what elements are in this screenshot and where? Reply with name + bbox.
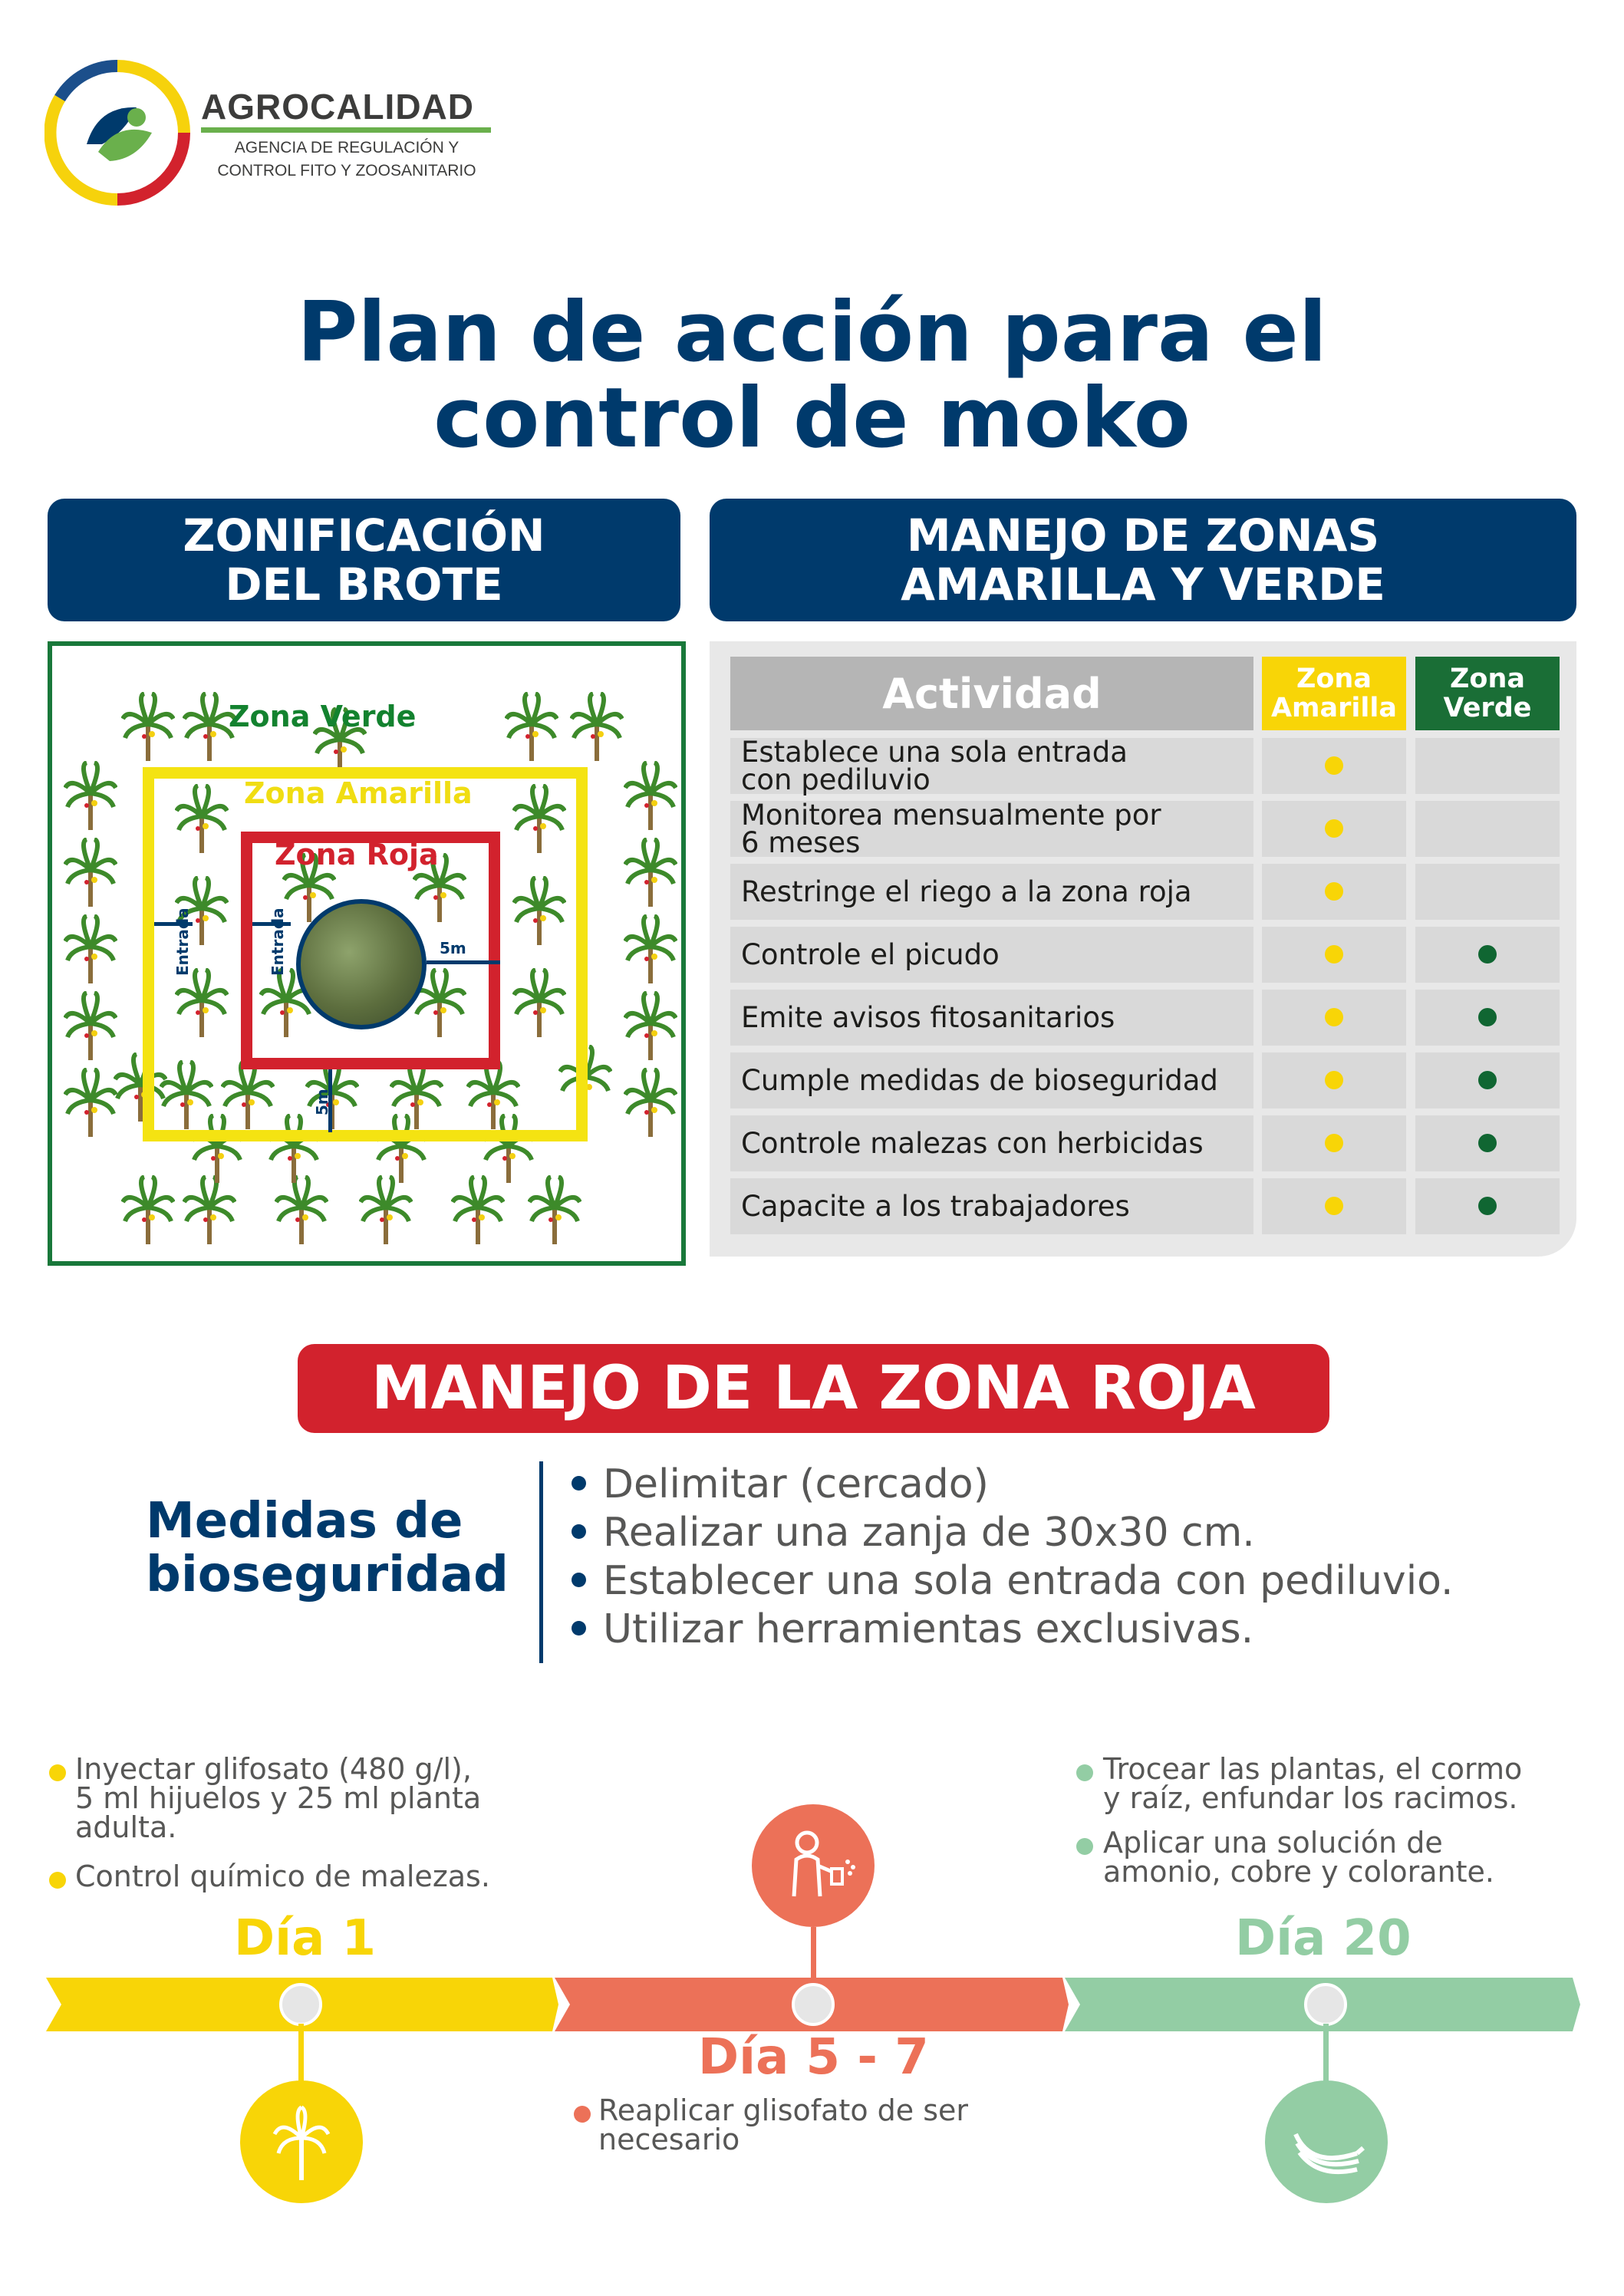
zona-amarilla-check-dot: [1325, 882, 1343, 901]
logo-name: AGROCALIDAD: [201, 87, 474, 127]
table-row-activity: [741, 1178, 1247, 1234]
timeline-node-day5: [792, 1983, 835, 2026]
banana-bunch-icon: [1265, 2080, 1388, 2203]
activity-text: Establece una sola entrada: [741, 735, 1128, 769]
activity-text: Emite avisos fitosanitarios: [741, 1000, 1115, 1034]
zona-verde-check-dot: [1478, 1071, 1497, 1089]
table-header-zona-amarilla-line2: Amarilla: [1270, 693, 1398, 723]
timeline-day1-label: Día 1: [234, 1910, 377, 1967]
table-header-zona-amarilla: [1262, 657, 1406, 730]
activity-text: Cumple medidas de bioseguridad: [741, 1063, 1218, 1097]
timeline-day20-item1-line1: Trocear las plantas, el cormo: [1103, 1752, 1523, 1786]
timeline-day5-item1-line1: Reaplicar glisofato de ser: [598, 2093, 969, 2127]
banana-plant-icon: [240, 2080, 363, 2203]
activity-text: 6 meses: [741, 825, 861, 859]
bullet-text: Delimitar (cercado): [603, 1461, 989, 1507]
zona-amarilla-check-dot: [1325, 756, 1343, 775]
banana-tree-icon: [624, 838, 677, 907]
table-row-activity: [741, 927, 1247, 983]
timeline-day20-item2: [1103, 1826, 1494, 1889]
banana-tree-icon: [64, 1068, 117, 1137]
timeline-day1-item1-line3: adulta.: [75, 1810, 177, 1844]
timeline-day5-item1-line2: necesario: [598, 2123, 740, 2156]
table-header-zona-amarilla-line1: Zona: [1296, 664, 1372, 694]
banana-tree-icon: [451, 1175, 505, 1244]
medidas-divider: [539, 1461, 543, 1663]
bullet-text: Establecer una sola entrada con pediluvio.: [603, 1558, 1454, 1604]
table-row-activity: [741, 798, 1247, 859]
zonificacion-header: [48, 499, 680, 621]
activity-text: Controle el picudo: [741, 937, 1000, 971]
sprayer-person-icon: [752, 1804, 875, 1927]
table-header-zona-verde-line1: Zona: [1450, 664, 1525, 694]
timeline-day1-bullet: [49, 1872, 66, 1889]
page-title: [0, 285, 1624, 466]
banana-tree-icon: [359, 1175, 413, 1244]
bioseguridad-bullet: [572, 1461, 989, 1507]
medidas-title-line1: Medidas de: [146, 1493, 463, 1550]
infected-plant-photo: [296, 899, 427, 1029]
distance-label-bottom: 5m: [313, 1089, 331, 1115]
banana-tree-icon: [528, 1175, 581, 1244]
medidas-title: [146, 1494, 509, 1602]
timeline-day1-bullet: [49, 1764, 66, 1781]
bullet-dot: [572, 1524, 586, 1539]
medidas-title-line2: bioseguridad: [146, 1547, 509, 1603]
activity-text: Restringe el riego a la zona roja: [741, 875, 1192, 908]
timeline-day20-stem: [1323, 2024, 1329, 2085]
table-row-activity: [741, 990, 1247, 1046]
table-cell-verde: [1415, 801, 1560, 857]
table-header-zona-verde-line2: Verde: [1443, 693, 1532, 723]
zona-amarilla-check-dot: [1325, 1197, 1343, 1215]
timeline-day1-item1-line2: 5 ml hijuelos y 25 ml planta: [75, 1781, 482, 1815]
timeline-day20-bullet: [1076, 1838, 1093, 1855]
banana-tree-icon: [64, 991, 117, 1060]
banana-tree-icon: [183, 1175, 236, 1244]
bullet-dot: [572, 1476, 586, 1491]
banana-tree-icon: [624, 914, 677, 983]
zona-amarilla-check-dot: [1325, 1134, 1343, 1152]
zona-amarilla-check-dot: [1325, 945, 1343, 964]
activity-text: Monitorea mensualmente por: [741, 798, 1161, 832]
timeline-day5-bullet: [574, 2106, 591, 2123]
zona-verde-check-dot: [1478, 945, 1497, 964]
timeline-day1-stem: [298, 2024, 304, 2085]
agrocalidad-logo-emblem: [44, 60, 190, 206]
table-row-activity: [741, 735, 1247, 796]
zona-verde-label: Zona Verde: [229, 700, 417, 733]
banana-tree-icon: [121, 692, 175, 761]
table-cell-verde: [1415, 738, 1560, 794]
distance-marker-center: [427, 960, 500, 964]
timeline-day5-item1: [598, 2093, 969, 2156]
timeline-day1-item1: [75, 1754, 481, 1842]
logo-subtitle: [201, 137, 492, 183]
banana-tree-icon: [624, 761, 677, 830]
timeline-day1-item1-line1: Inyectar glifosato (480 g/l),: [75, 1752, 472, 1786]
manejo-zonas-header-line1: MANEJO DE ZONAS: [906, 509, 1380, 562]
zonificacion-header-line2: DEL BROTE: [225, 558, 503, 611]
logo-subtitle-line1: AGENCIA DE REGULACIÓN Y: [234, 139, 460, 156]
distance-label-center: 5m: [440, 939, 466, 957]
timeline-day20-item2-line2: amonio, cobre y colorante.: [1103, 1855, 1494, 1889]
timeline-day20-item1-line2: y raíz, enfundar los racimos.: [1103, 1781, 1518, 1815]
zona-verde-check-dot: [1478, 1197, 1497, 1215]
zona-roja-label: Zona Roja: [275, 838, 439, 871]
table-header-actividad: Actividad: [730, 657, 1253, 730]
bullet-dot: [572, 1621, 586, 1636]
banana-tree-icon: [275, 1175, 328, 1244]
zona-amarilla-label: Zona Amarilla: [244, 776, 473, 810]
page-title-line1: Plan de acción para el: [297, 285, 1327, 380]
bioseguridad-bullet: [572, 1606, 1253, 1652]
banana-tree-icon: [624, 1068, 677, 1137]
timeline-day1-item2: Control químico de malezas.: [75, 1860, 490, 1893]
timeline-day20-item1: [1103, 1754, 1522, 1813]
banana-tree-icon: [505, 692, 558, 761]
activity-text: Capacite a los trabajadores: [741, 1189, 1130, 1223]
manejo-zonas-header: [710, 499, 1576, 621]
table-row-activity: [741, 1115, 1247, 1171]
timeline-day20-label: Día 20: [1235, 1910, 1412, 1967]
activity-text: Controle malezas con herbicidas: [741, 1126, 1204, 1160]
banana-tree-icon: [624, 991, 677, 1060]
manejo-zonas-header-line2: AMARILLA Y VERDE: [901, 558, 1385, 611]
timeline-day20-bullet: [1076, 1764, 1093, 1781]
banana-tree-icon: [121, 1175, 175, 1244]
banana-tree-icon: [64, 838, 117, 907]
logo-subtitle-line2: CONTROL FITO Y ZOOSANITARIO: [217, 162, 476, 180]
table-row-activity: [741, 864, 1247, 920]
bullet-text: Realizar una zanja de 30x30 cm.: [603, 1510, 1255, 1556]
page-title-line2: control de moko: [433, 371, 1191, 466]
table-header-zona-verde: [1415, 657, 1560, 730]
bioseguridad-bullet: [572, 1558, 1454, 1604]
table-cell-verde: [1415, 864, 1560, 920]
timeline-day20-item2-line1: Aplicar una solución de: [1103, 1826, 1443, 1860]
table-row-activity: [741, 1052, 1247, 1108]
banana-tree-icon: [64, 914, 117, 983]
zona-verde-check-dot: [1478, 1134, 1497, 1152]
activity-text: con pediluvio: [741, 763, 931, 796]
zona-verde-check-dot: [1478, 1008, 1497, 1026]
timeline-node-day1: [279, 1983, 322, 2026]
bullet-dot: [572, 1573, 586, 1587]
timeline-node-day20: [1304, 1983, 1347, 2026]
banana-tree-icon: [64, 761, 117, 830]
zona-roja-banner: MANEJO DE LA ZONA ROJA: [298, 1344, 1329, 1433]
zonificacion-header-line1: ZONIFICACIÓN: [183, 509, 545, 562]
bullet-text: Utilizar herramientas exclusivas.: [603, 1606, 1254, 1652]
zona-amarilla-check-dot: [1325, 1008, 1343, 1026]
entrada-label-yellow: Entrada: [173, 908, 192, 976]
zona-amarilla-check-dot: [1325, 819, 1343, 838]
zona-amarilla-check-dot: [1325, 1071, 1343, 1089]
timeline-day5-label: Día 5 - 7: [698, 2029, 929, 2086]
bioseguridad-bullet: [572, 1510, 1255, 1556]
logo-divider: [201, 127, 491, 133]
banana-tree-icon: [570, 692, 624, 761]
zonification-diagram: [48, 641, 686, 1266]
entrada-label-red: Entrada: [268, 908, 287, 976]
